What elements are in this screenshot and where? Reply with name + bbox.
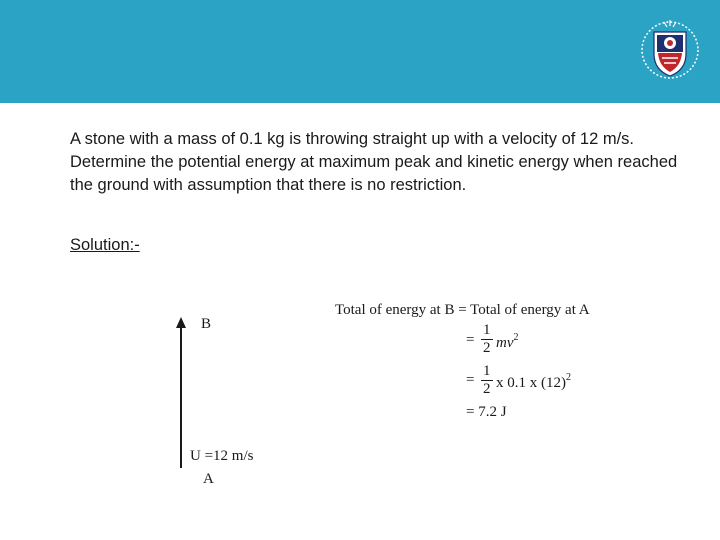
fraction-numerator: 1: [483, 322, 491, 338]
exponent: 2: [513, 332, 519, 343]
equals-sign: =: [466, 372, 475, 388]
kinetic-energy-formula: [496, 332, 519, 352]
substituted-values: [496, 372, 571, 392]
energy-conservation-equation: Total of energy at B = Total of energy at A: [335, 302, 590, 318]
fraction-one-half: [481, 322, 493, 357]
fraction-denominator: 2: [483, 381, 491, 397]
fraction-one-half: [481, 363, 493, 398]
mass-velocity-term: mv: [496, 335, 514, 351]
university-crest-logo: [638, 14, 702, 84]
initial-velocity-label: U =12 m/s: [190, 448, 254, 464]
fraction-denominator: 2: [483, 340, 491, 356]
header-band: [0, 0, 720, 103]
problem-statement: A stone with a mass of 0.1 kg is throwing straight up with a velocity of 12 m/s. Determine the potential energy at maximum peak and kinetic energy when reached the ground with assumption that there is no restriction.: [70, 130, 678, 194]
energy-result: = 7.2 J: [466, 404, 507, 420]
solution-label: Solution:-: [70, 236, 140, 254]
point-b-label: B: [201, 316, 212, 332]
exponent: 2: [566, 372, 571, 383]
equals-sign: =: [466, 332, 475, 348]
point-a-label: A: [203, 471, 214, 487]
substitution-text: x 0.1 x (12): [496, 375, 566, 391]
fraction-numerator: 1: [483, 363, 491, 379]
